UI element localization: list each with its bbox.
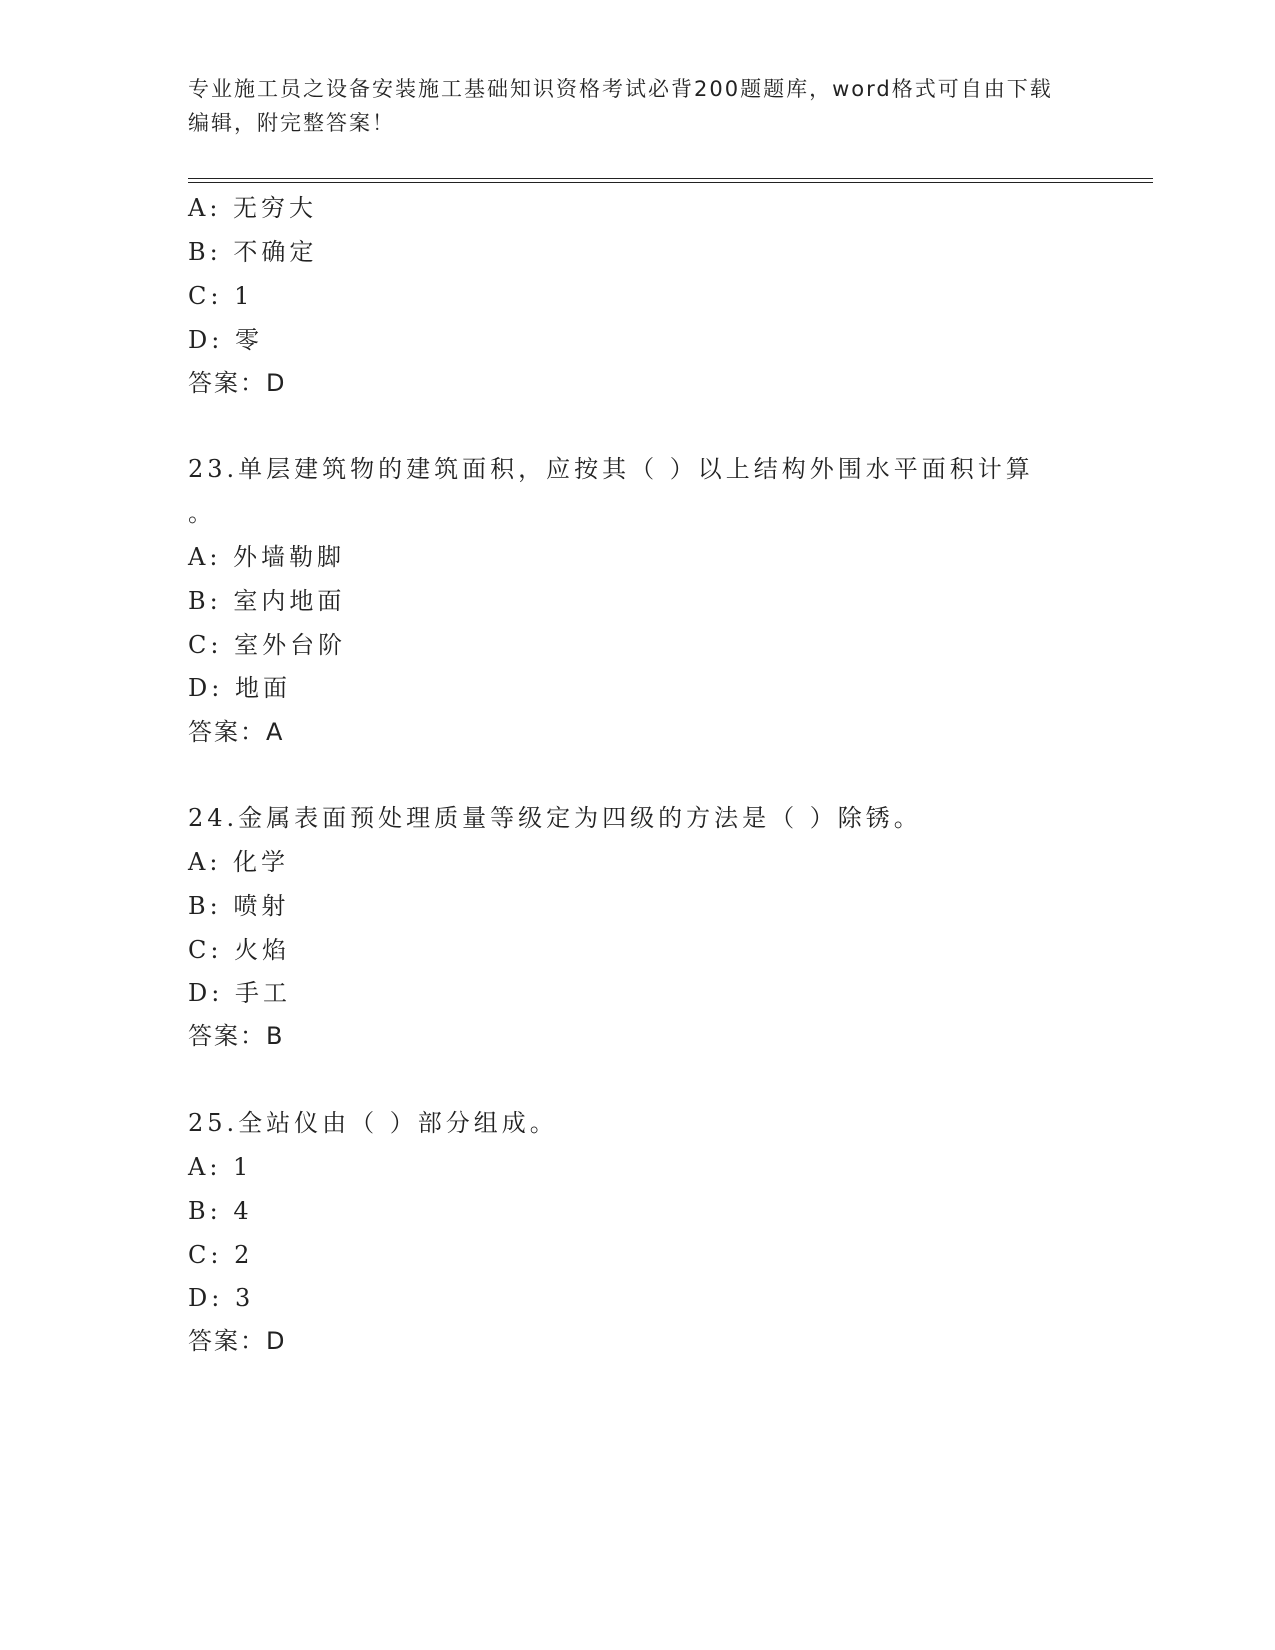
option-c: C: 2 (188, 1241, 254, 1269)
question-24-text: 24.金属表面预处理质量等级定为四级的方法是（ ）除锈。 (188, 804, 922, 832)
option-b: B: 不确定 (188, 238, 318, 266)
option-b: B: 4 (188, 1197, 253, 1225)
option-b: B: 室内地面 (188, 587, 346, 615)
option-a: A: 化学 (188, 848, 290, 876)
option-d: D: 地面 (188, 674, 291, 702)
option-d: D: 零 (188, 326, 263, 354)
option-d: D: 手工 (188, 979, 291, 1007)
option-c: C: 室外台阶 (188, 631, 347, 659)
question-25-text: 25.全站仪由（ ）部分组成。 (188, 1109, 558, 1137)
document-header: 专业施工员之设备安装施工基础知识资格考试必背200题题库，word格式可自由下载编辑，附完整答案！ (188, 77, 1053, 135)
question-23-text: 23.单层建筑物的建筑面积，应按其（ ）以上结构外围水平面积计算 (188, 455, 1034, 483)
option-c: C: 火焰 (188, 936, 291, 964)
answer-line: 答案：D (188, 369, 287, 397)
option-d: D: 3 (188, 1284, 255, 1312)
option-a: A: 1 (188, 1153, 253, 1181)
option-b: B: 喷射 (188, 892, 290, 920)
question-23-text-continued: 。 (188, 499, 216, 527)
answer-line: 答案：D (188, 1327, 287, 1355)
option-c: C: 1 (188, 282, 254, 310)
header-divider (188, 178, 1153, 183)
answer-line: 答案：B (188, 1022, 285, 1050)
option-a: A: 外墙勒脚 (188, 543, 346, 571)
option-a: A: 无穷大 (188, 194, 318, 222)
answer-line: 答案：A (188, 718, 285, 746)
